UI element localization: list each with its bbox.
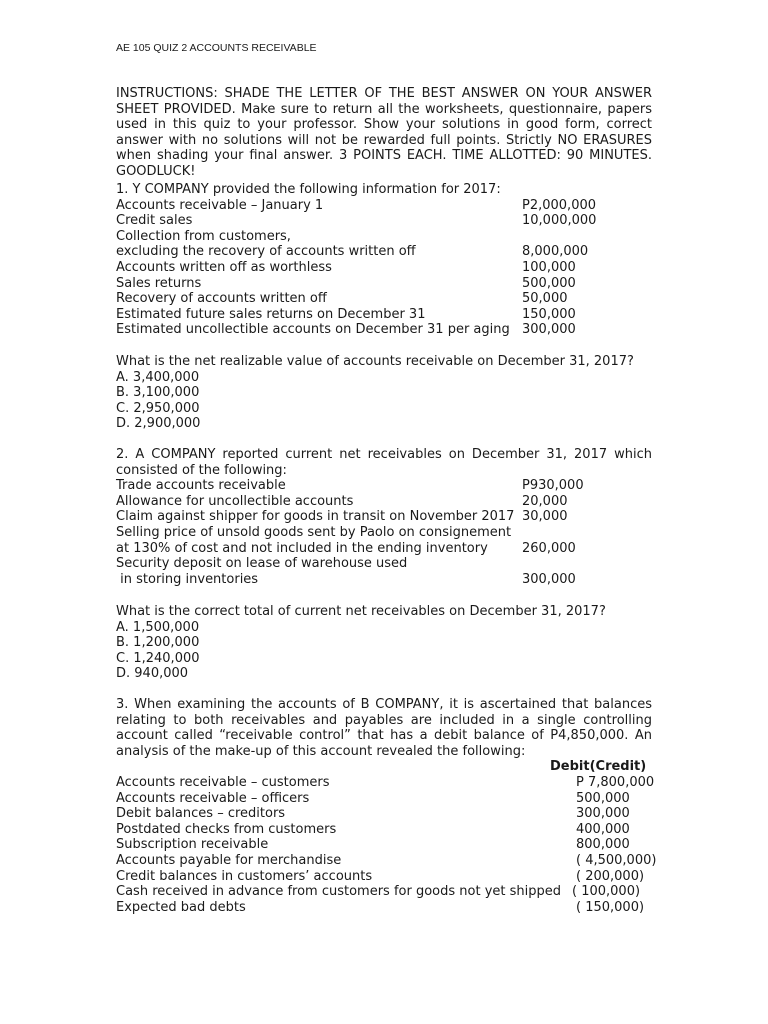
q3-row: Accounts receivable – officers 500,000 [116, 790, 630, 806]
q1-row: Sales returns 500,000 [116, 275, 576, 291]
q2-row: Trade accounts receivable P930,000 [116, 478, 584, 494]
q3-row: Credit balances in customers’ accounts ( 200,000) [116, 868, 645, 884]
q2-option-b: B. 1,200,000 [116, 635, 200, 651]
q2-row: Allowance for uncollectible accounts 20,000 [116, 493, 568, 509]
q1-row: Estimated uncollectible accounts on December 31 per aging 300,000 [116, 322, 576, 338]
q1-question: What is the net realizable value of accounts receivable on December 31, 2017? [116, 354, 634, 369]
instructions: INSTRUCTIONS: SHADE THE LETTER OF THE BEST ANSWER ON YOUR ANSWER SHEET PROVIDED. Make sure to return all the worksheets, questionnaire, papers used in this quiz to your professor. Show your solutions in good form, correct answer with no solutions will not be rewarded full points. Strictly NO ERASURES when shading your final answer. 3 POINTS EACH. TIME ALLOTTED: 90 MINUTES. GOODLUCK! [116, 86, 652, 179]
q2-question-block [116, 604, 652, 682]
q1-row: Estimated future sales returns on December 31 150,000 [116, 306, 576, 322]
q2-row: Security deposit on lease of warehouse used [116, 556, 408, 572]
q2-option-a: A. 1,500,000 [116, 619, 200, 635]
q2-row: at 130% of cost and not included in the ending inventory 260,000 [116, 540, 576, 556]
q3-column-header: Debit(Credit) [550, 759, 647, 775]
q3-row: Cash received in advance from customers for goods not yet shipped ( 100,000) [116, 884, 641, 900]
document-header: AE 105 QUIZ 2 ACCOUNTS RECEIVABLE [116, 42, 317, 54]
q2-option-d: D. 940,000 [116, 666, 189, 682]
q3-column-header-row [116, 759, 652, 775]
q3-intro: 3. When examining the accounts of B COMPANY, it is ascertained that balances relating to both receivables and payables are included in a single controlling account called “receivable control” that has a debit balance of P4,850,000. An analysis of the make-up of this account revealed the following: [116, 697, 652, 759]
q1-question-block [116, 354, 652, 432]
q1-row: excluding the recovery of accounts written off 8,000,000 [116, 244, 589, 260]
q1-option-a: A. 3,400,000 [116, 369, 200, 385]
q1-row: Accounts receivable – January 1 P2,000,000 [116, 197, 597, 213]
q1-option-d: D. 2,900,000 [116, 416, 201, 432]
q1-row: Collection from customers, [116, 228, 291, 244]
q1-row: Credit sales 10,000,000 [116, 213, 597, 229]
q2-row: Claim against shipper for goods in transit on November 2017 30,000 [116, 509, 568, 525]
question-2 [116, 447, 652, 587]
question-3 [116, 697, 657, 915]
q3-row: Accounts payable for merchandise ( 4,500,000) [116, 852, 657, 868]
q2-intro: 2. A COMPANY reported current net receivables on December 31, 2017 which consisted of the following: [116, 447, 652, 478]
q2-question: What is the correct total of current net receivables on December 31, 2017? [116, 604, 606, 619]
q1-option-b: B. 3,100,000 [116, 385, 200, 401]
q3-row: Subscription receivable 800,000 [116, 837, 630, 853]
q2-row: Selling price of unsold goods sent by Paolo on consignement [116, 524, 512, 540]
question-1 [116, 182, 652, 338]
q1-intro: 1. Y COMPANY provided the following information for 2017: [116, 182, 501, 197]
q2-items [116, 478, 652, 587]
q1-items [116, 198, 652, 338]
q3-row: Debit balances – creditors 300,000 [116, 806, 630, 822]
q3-row: Expected bad debts ( 150,000) [116, 899, 645, 915]
q3-items [116, 774, 657, 915]
q1-row: Recovery of accounts written off 50,000 [116, 291, 568, 307]
q2-option-c: C. 1,240,000 [116, 650, 200, 666]
q2-row: in storing inventories 300,000 [116, 571, 576, 587]
q3-row: Accounts receivable – customers P 7,800,000 [116, 774, 655, 790]
q1-row: Accounts written off as worthless 100,000 [116, 259, 576, 275]
q1-option-c: C. 2,950,000 [116, 400, 200, 416]
q3-row: Postdated checks from customers 400,000 [116, 821, 630, 837]
